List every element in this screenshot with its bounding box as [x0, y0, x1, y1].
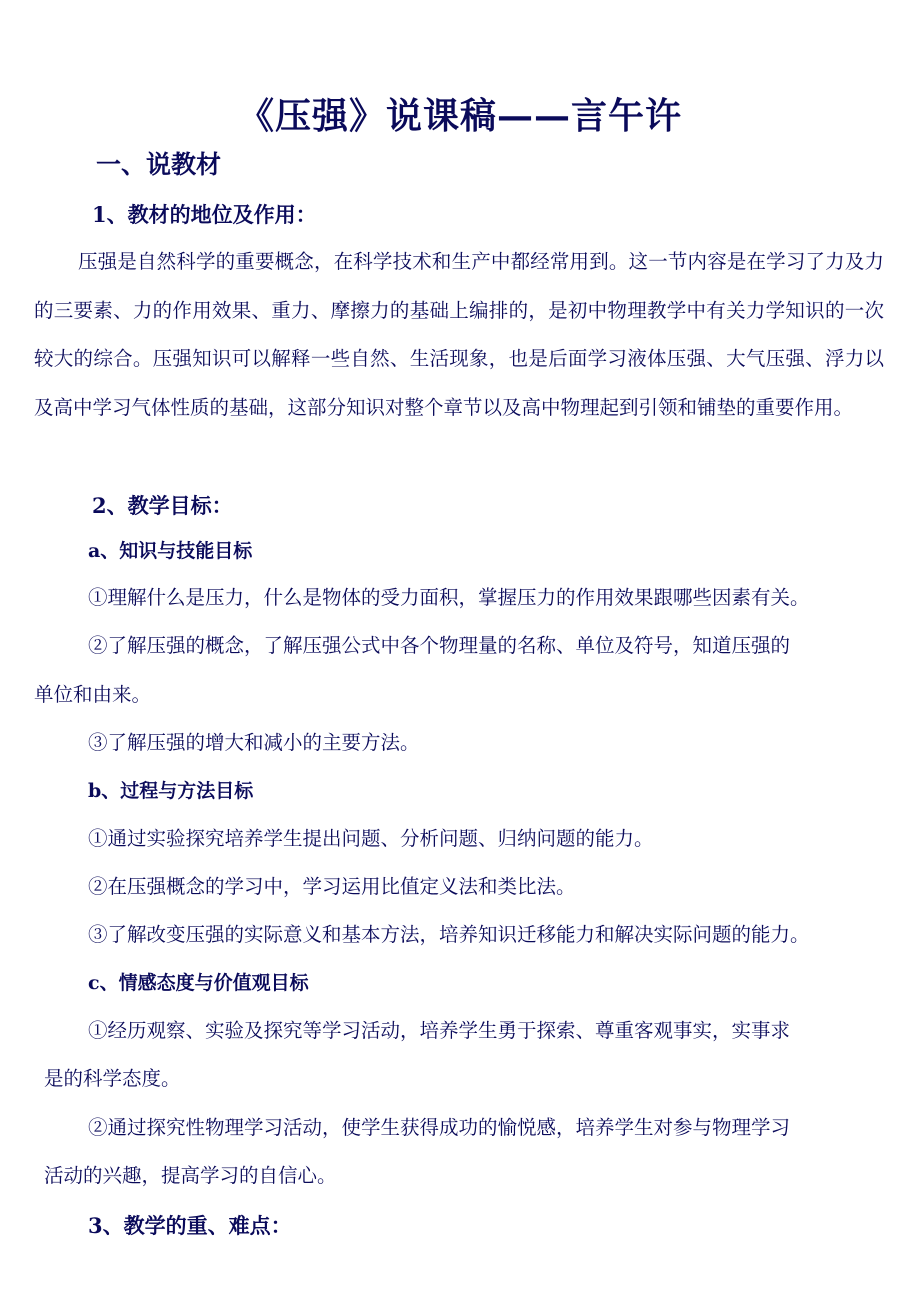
subsection-heading-status: 1、教材的地位及作用： — [92, 202, 317, 227]
goal-item: ②通过探究性物理学习活动，使学生获得成功的愉悦感，培养学生对参与物理学习 — [88, 1116, 791, 1139]
subsection-heading-goals: 2、教学目标： — [92, 493, 233, 518]
goal-item: ①经历观察、实验及探究等学习活动，培养学生勇于探索、尊重客观事实，实事求 — [88, 1019, 791, 1042]
goal-item-continuation: 是的科学态度。 — [44, 1067, 181, 1090]
goal-item: ③了解改变压强的实际意义和基本方法，培养知识迁移能力和解决实际问题的能力。 — [88, 923, 810, 946]
subsection-heading-key-points: 3、教学的重、难点： — [88, 1213, 292, 1238]
goal-label-attitude: c、情感态度与价值观目标 — [88, 972, 309, 994]
goal-label-process: b、过程与方法目标 — [88, 780, 254, 802]
page-title: 《压强》说课稿——言午许 — [237, 95, 682, 137]
goal-item: ③了解压强的增大和减小的主要方法。 — [88, 731, 420, 754]
paragraph-status-role: 压强是自然科学的重要概念，在科学技术和生产中都经常用到。这一节内容是在学习了力及力的三要素、力的作用效果、重力、摩擦力的基础上编排的，是初中物理教学中有关力学知识的一次较大的综合。压强知识可以解释一些自然、生活现象，也是后面学习液体压强、大气压强、浮力以及高中学习气体性质的基础，这部分知识对整个章节以及高中物理起到引领和铺垫的重要作用。 — [34, 250, 884, 419]
goal-item: ①通过实验探究培养学生提出问题、分析问题、归纳问题的能力。 — [88, 827, 654, 850]
goal-item-continuation: 活动的兴趣，提高学习的自信心。 — [44, 1164, 337, 1187]
section-heading-textbook: 一、说教材 — [96, 150, 222, 179]
goal-item: ②在压强概念的学习中，学习运用比值定义法和类比法。 — [88, 875, 576, 898]
goal-item: ①理解什么是压力，什么是物体的受力面积，掌握压力的作用效果跟哪些因素有关。 — [88, 586, 810, 609]
goal-item: ②了解压强的概念，了解压强公式中各个物理量的名称、单位及符号，知道压强的 — [88, 634, 791, 657]
goal-item-continuation: 单位和由来。 — [34, 683, 152, 706]
goal-label-knowledge: a、知识与技能目标 — [88, 540, 253, 562]
